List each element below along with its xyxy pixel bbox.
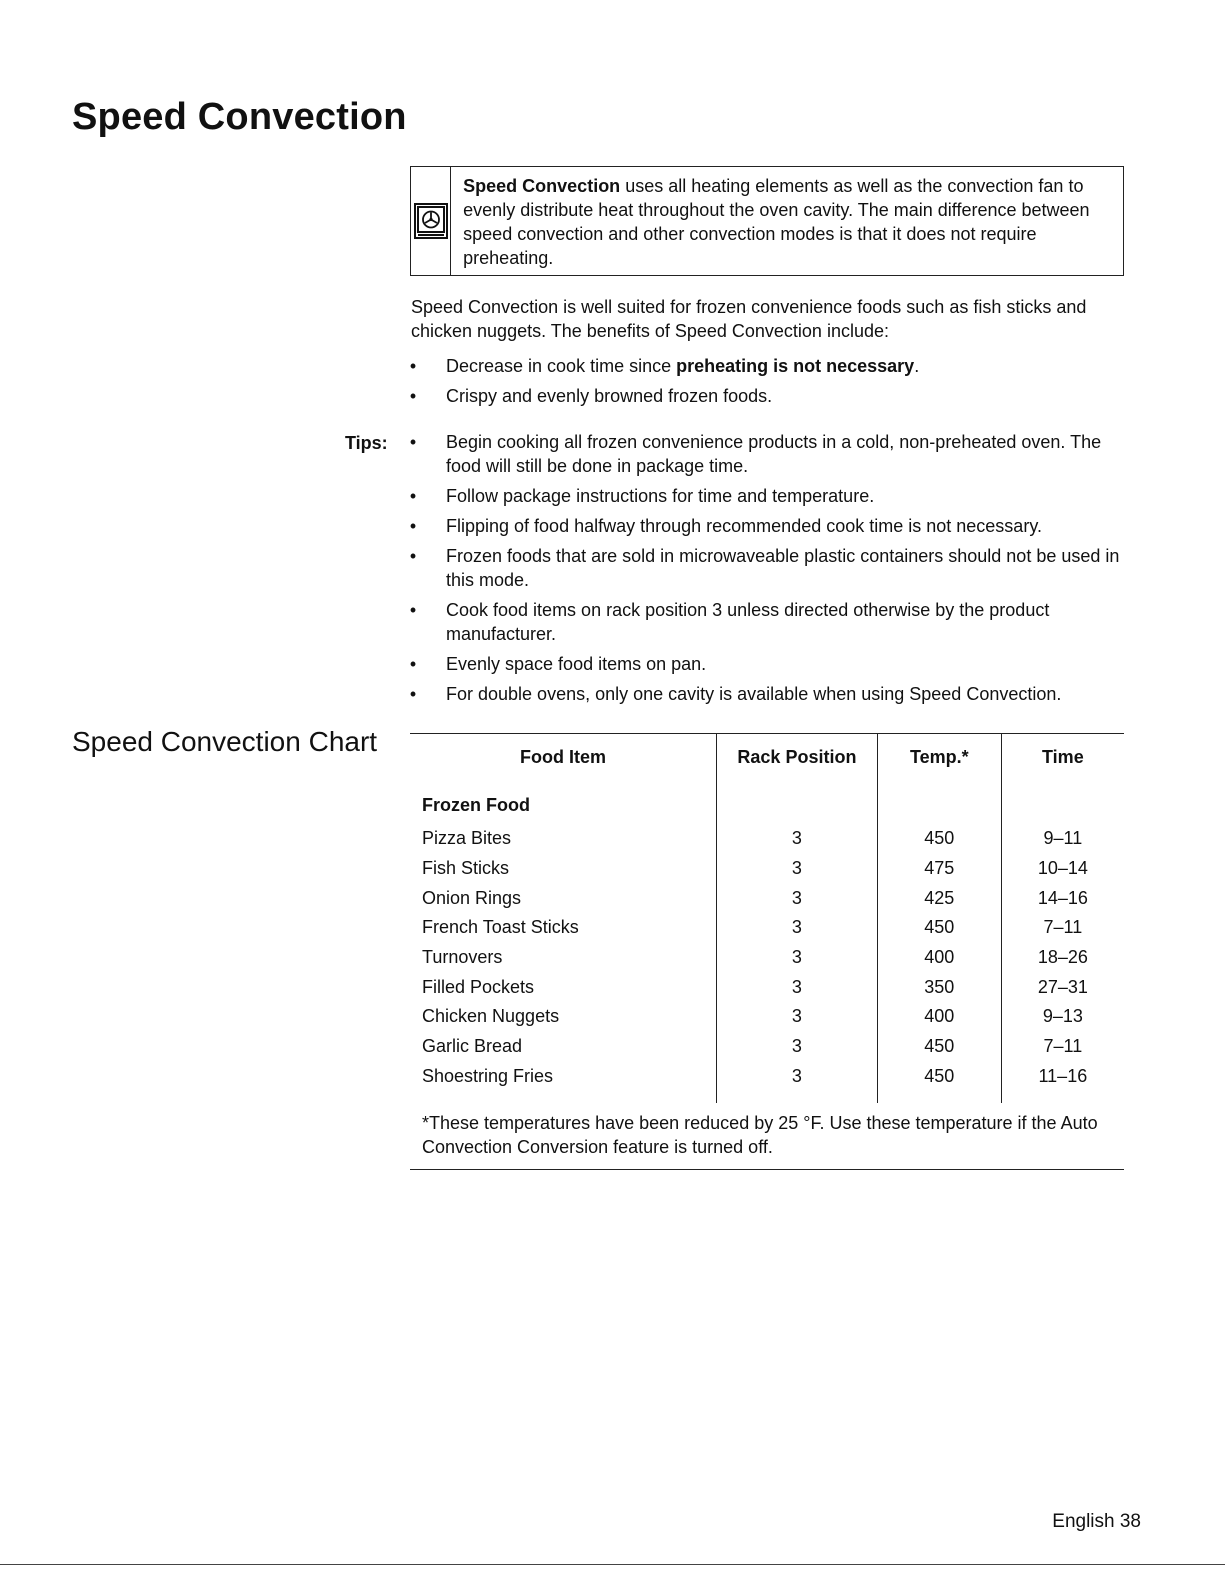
rack-position-cell: 3 (716, 1032, 877, 1062)
temp-cell: 450 (877, 913, 1001, 943)
food-item-cell: Pizza Bites (422, 828, 512, 849)
empty-cell (1001, 780, 1124, 824)
food-item-cell: Onion Rings (422, 887, 522, 908)
temp-cell: 350 (877, 972, 1001, 1002)
rack-position-cell: 3 (716, 913, 877, 943)
table-row (410, 1032, 1124, 1062)
temp-cell: 450 (877, 1032, 1001, 1062)
food-item-cell: Fish Sticks (422, 858, 510, 879)
list-item (408, 598, 1138, 646)
column-header-rack-position: Rack Position (716, 734, 877, 780)
table-row (410, 1062, 1124, 1104)
bullet-icon: • (409, 654, 417, 674)
table-row (410, 824, 1124, 854)
group-label: Frozen Food (422, 794, 530, 815)
table-row (410, 943, 1124, 973)
speed-convection-chart (410, 733, 1124, 1170)
benefit-text: Decrease in cook time since (446, 356, 677, 376)
tip-text: Flipping of food halfway through recommended cook time is not necessary. (446, 516, 1042, 536)
table-row (410, 1002, 1124, 1032)
bullet-icon: • (409, 356, 417, 376)
bullet-icon: • (409, 516, 417, 536)
temp-cell: 400 (877, 943, 1001, 973)
chart-heading: Speed Convection Chart (72, 726, 378, 757)
tip-text: Cook food items on rack position 3 unless directed otherwise by the product manufacturer. (446, 600, 1050, 644)
column-header-temp: Temp.* (877, 734, 1001, 780)
table-group-row (410, 780, 1124, 824)
food-item-cell: Shoestring Fries (422, 1065, 554, 1086)
benefit-text: Crispy and evenly browned frozen foods. (446, 386, 773, 406)
tips-list (408, 430, 1138, 712)
chart-table (410, 734, 1124, 1103)
bullet-icon: • (409, 486, 417, 506)
time-cell: 11–16 (1001, 1062, 1124, 1104)
time-cell: 10–14 (1001, 854, 1124, 884)
temp-cell: 425 (877, 883, 1001, 913)
list-item (408, 430, 1138, 478)
bullet-icon: • (409, 684, 417, 704)
speed-convection-mode-icon (414, 203, 448, 239)
temp-cell: 450 (877, 824, 1001, 854)
intro-text (451, 167, 1123, 275)
rack-position-cell: 3 (716, 883, 877, 913)
rack-position-cell: 3 (716, 854, 877, 884)
temp-cell: 475 (877, 854, 1001, 884)
empty-cell (877, 780, 1001, 824)
time-cell: 9–11 (1001, 824, 1124, 854)
bullet-icon: • (409, 432, 417, 452)
list-item (408, 652, 1138, 676)
bullet-icon: • (409, 600, 417, 620)
table-row (410, 913, 1124, 943)
time-cell: 7–11 (1001, 1032, 1124, 1062)
rack-position-cell: 3 (716, 824, 877, 854)
list-item (408, 514, 1138, 538)
time-cell: 9–13 (1001, 1002, 1124, 1032)
tip-text: For double ovens, only one cavity is available when using Speed Convection. (446, 684, 1062, 704)
tips-label: Tips: (345, 433, 388, 453)
page-number: English 38 (1052, 1511, 1141, 1532)
list-item (408, 484, 1138, 508)
food-item-cell: French Toast Sticks (422, 917, 579, 938)
rack-position-cell: 3 (716, 972, 877, 1002)
bullet-icon: • (409, 386, 417, 406)
tip-text: Begin cooking all frozen convenience products in a cold, non-preheated oven. The food will still be done in package time. (446, 432, 1102, 476)
empty-cell (716, 780, 877, 824)
tip-text: Frozen foods that are sold in microwaveable plastic containers should not be used in this mode. (446, 546, 1120, 590)
intro-box (410, 166, 1124, 276)
food-item-cell: Garlic Bread (422, 1036, 523, 1057)
time-cell: 18–26 (1001, 943, 1124, 973)
list-item (408, 682, 1138, 706)
food-item-cell: Filled Pockets (422, 976, 535, 997)
benefit-after: . (914, 356, 920, 376)
food-item-cell: Turnovers (422, 947, 503, 968)
time-cell: 14–16 (1001, 883, 1124, 913)
list-item (408, 384, 1138, 408)
bullet-icon: • (409, 546, 417, 566)
rack-position-cell: 3 (716, 943, 877, 973)
intro-icon-cell (411, 167, 451, 275)
table-header-row (410, 734, 1124, 780)
table-row (410, 883, 1124, 913)
table-row (410, 854, 1124, 884)
list-item (408, 544, 1138, 592)
food-item-cell: Chicken Nuggets (422, 1006, 560, 1027)
column-header-time: Time (1001, 734, 1124, 780)
table-row (410, 972, 1124, 1002)
tip-text: Follow package instructions for time and temperature. (446, 486, 875, 506)
description-paragraph: Speed Convection is well suited for frozen convenience foods such as fish sticks and chicken nuggets. The benefits of Speed Convection include: (411, 297, 1087, 341)
rack-position-cell: 3 (716, 1062, 877, 1104)
intro-lead: Speed Convection (463, 176, 621, 196)
page-title: Speed Convection (72, 96, 407, 138)
rack-position-cell: 3 (716, 1002, 877, 1032)
time-cell: 7–11 (1001, 913, 1124, 943)
benefit-bold: preheating is not necessary (676, 356, 915, 376)
list-item (408, 354, 1138, 378)
temp-cell: 450 (877, 1062, 1001, 1104)
tip-text: Evenly space food items on pan. (446, 654, 707, 674)
benefits-list (408, 354, 1138, 414)
temp-cell: 400 (877, 1002, 1001, 1032)
bottom-rule (0, 1564, 1225, 1565)
column-header-food-item: Food Item (519, 746, 606, 767)
time-cell: 27–31 (1001, 972, 1124, 1002)
chart-footnote: *These temperatures have been reduced by 25 °F. Use these temperature if the Auto Convection Conversion feature is turned off. (422, 1113, 1098, 1158)
intro-body: uses all heating elements as well as the convection fan to evenly distribute heat throughout the oven cavity. The main difference between speed convection and other convection modes is that it does not require preheating. (463, 176, 1090, 268)
